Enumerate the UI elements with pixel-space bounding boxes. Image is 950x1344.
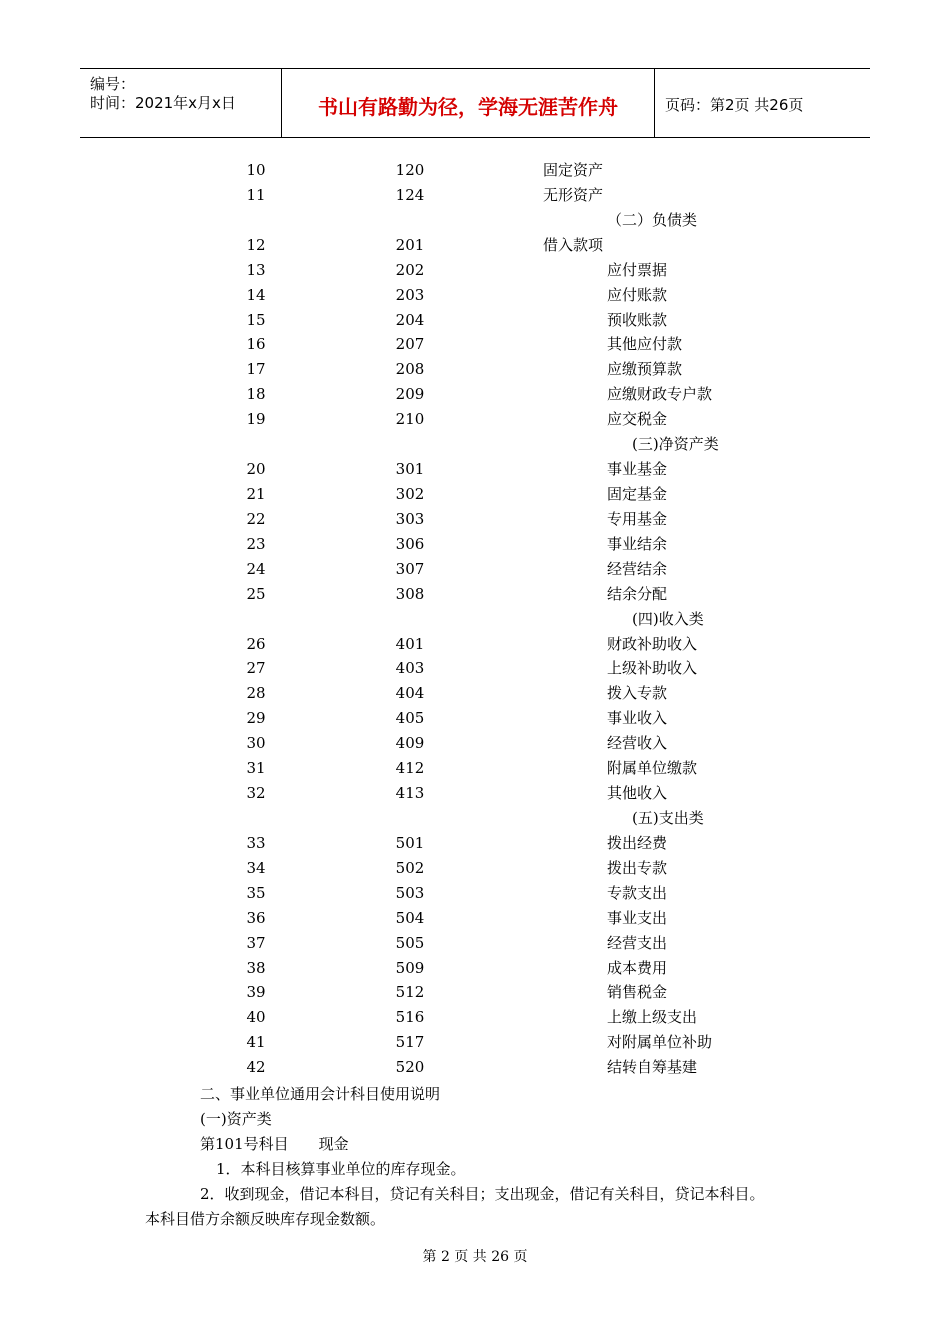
- row-account-name: 经营结余: [607, 559, 668, 578]
- section-title: 二、事业单位通用会计科目使用说明: [200, 1085, 441, 1103]
- table-row: [0, 980, 950, 1005]
- table-row: [0, 482, 950, 507]
- row-account-code: 520: [395, 1058, 425, 1077]
- table-row: [0, 806, 950, 831]
- paragraph-item-2-continued: 本科目借方余额反映库存现金数额。: [145, 1210, 386, 1228]
- row-account-code: 404: [395, 684, 425, 703]
- row-account-name: 拨出专款: [607, 858, 668, 877]
- row-account-code: 306: [395, 534, 425, 553]
- row-account-name: 应缴预算款: [607, 360, 683, 379]
- row-account-name: 事业支出: [607, 908, 668, 927]
- row-account-code: 302: [395, 484, 425, 503]
- row-account-name: 预收账款: [607, 310, 668, 329]
- document-date-label: 时间：2021年x月x日: [90, 94, 236, 112]
- row-sequence-number: 37: [246, 933, 266, 952]
- row-account-name: 事业基金: [607, 460, 668, 479]
- row-account-code: 505: [395, 933, 425, 952]
- table-row: [0, 283, 950, 308]
- row-account-code: 502: [395, 858, 425, 877]
- row-account-code: 202: [395, 260, 425, 279]
- row-account-name: 上级补助收入: [607, 659, 698, 678]
- table-row: [0, 681, 950, 706]
- row-account-name: 无形资产: [543, 185, 604, 204]
- row-account-code: 516: [395, 1008, 425, 1027]
- row-account-code: 120: [395, 161, 425, 179]
- table-row: [0, 856, 950, 881]
- table-row: [0, 233, 950, 258]
- table-row: [0, 258, 950, 283]
- row-sequence-number: 33: [246, 833, 266, 852]
- row-sequence-number: 32: [246, 784, 266, 803]
- table-row: [0, 781, 950, 806]
- category-heading: (五)支出类: [632, 808, 704, 827]
- row-account-code: 124: [395, 185, 425, 204]
- header-page-number: 页码：第2页 共26页: [665, 96, 804, 114]
- header-page-cell: [655, 69, 870, 137]
- row-sequence-number: 41: [246, 1033, 266, 1052]
- row-account-name: 应交税金: [607, 410, 668, 429]
- row-account-name: 经营收入: [607, 734, 668, 753]
- row-sequence-number: 29: [246, 709, 266, 728]
- table-row: [0, 906, 950, 931]
- page-footer: 第 2 页 共 26 页: [422, 1249, 528, 1265]
- row-sequence-number: 12: [246, 235, 266, 254]
- row-sequence-number: 38: [246, 958, 266, 977]
- row-account-name: 拨入专款: [607, 684, 668, 703]
- row-account-code: 412: [395, 759, 425, 778]
- row-account-name: 固定资产: [543, 161, 604, 179]
- category-heading: （二）负债类: [607, 210, 698, 229]
- table-row: [0, 607, 950, 632]
- table-row: [0, 1030, 950, 1055]
- subsection-title: (一)资产类: [200, 1110, 272, 1128]
- row-account-name: 上缴上级支出: [607, 1008, 698, 1027]
- table-row: [0, 183, 950, 208]
- row-sequence-number: 42: [246, 1058, 266, 1077]
- row-account-code: 504: [395, 908, 425, 927]
- table-row: [0, 208, 950, 233]
- row-sequence-number: 30: [246, 734, 266, 753]
- row-account-code: 207: [395, 335, 425, 354]
- row-sequence-number: 34: [246, 858, 266, 877]
- table-row: [0, 357, 950, 382]
- row-account-name: 其他收入: [607, 784, 668, 803]
- row-account-name: 拨出经费: [607, 833, 668, 852]
- page-header: [80, 68, 870, 138]
- row-account-code: 501: [395, 833, 425, 852]
- row-account-code: 401: [395, 634, 425, 653]
- row-sequence-number: 16: [246, 335, 266, 354]
- row-account-name: 专款支出: [607, 883, 668, 902]
- table-row: [0, 881, 950, 906]
- row-account-code: 201: [395, 235, 425, 254]
- row-sequence-number: 10: [246, 161, 266, 179]
- row-account-code: 512: [395, 983, 425, 1002]
- account-code-table: [0, 158, 950, 1080]
- row-sequence-number: 15: [246, 310, 266, 329]
- row-sequence-number: 36: [246, 908, 266, 927]
- row-account-name: 经营支出: [607, 933, 668, 952]
- row-sequence-number: 13: [246, 260, 266, 279]
- row-account-name: 财政补助收入: [607, 634, 698, 653]
- row-account-code: 405: [395, 709, 425, 728]
- row-account-name: 固定基金: [607, 484, 668, 503]
- row-sequence-number: 21: [246, 484, 266, 503]
- row-account-name: 其他应付款: [607, 335, 683, 354]
- row-sequence-number: 26: [246, 634, 266, 653]
- row-sequence-number: 22: [246, 509, 266, 528]
- row-account-name: 对附属单位补助: [607, 1033, 713, 1052]
- header-motto-cell: [282, 69, 655, 137]
- table-row: [0, 407, 950, 432]
- table-row: [0, 1055, 950, 1080]
- row-account-code: 409: [395, 734, 425, 753]
- row-account-name: 附属单位缴款: [607, 759, 698, 778]
- row-account-code: 308: [395, 584, 425, 603]
- row-account-name: 应付票据: [607, 260, 668, 279]
- table-row: [0, 432, 950, 457]
- table-row: [0, 1005, 950, 1030]
- row-sequence-number: 28: [246, 684, 266, 703]
- row-account-code: 209: [395, 385, 425, 404]
- category-heading: (三)净资产类: [632, 435, 719, 454]
- table-row: [0, 831, 950, 856]
- row-account-code: 210: [395, 410, 425, 429]
- header-motto: 书山有路勤为径，学海无涯苦作舟: [318, 95, 618, 119]
- row-sequence-number: 18: [246, 385, 266, 404]
- row-sequence-number: 14: [246, 285, 266, 304]
- row-account-name: 结余分配: [607, 584, 668, 603]
- row-account-name: 专用基金: [607, 509, 668, 528]
- row-account-code: 503: [395, 883, 425, 902]
- category-heading: (四)收入类: [632, 609, 704, 628]
- row-sequence-number: 20: [246, 460, 266, 479]
- document-number-label: 编号：: [90, 75, 136, 93]
- row-sequence-number: 39: [246, 983, 266, 1002]
- table-row: [0, 507, 950, 532]
- row-sequence-number: 23: [246, 534, 266, 553]
- row-account-code: 413: [395, 784, 425, 803]
- row-account-code: 203: [395, 285, 425, 304]
- row-account-name: 事业结余: [607, 534, 668, 553]
- row-sequence-number: 11: [246, 185, 266, 204]
- row-account-code: 204: [395, 310, 425, 329]
- row-account-code: 303: [395, 509, 425, 528]
- table-row: [0, 756, 950, 781]
- table-row: [0, 931, 950, 956]
- paragraph-item-1: 1．本科目核算事业单位的库存现金。: [216, 1160, 466, 1178]
- row-account-name: 应付账款: [607, 285, 668, 304]
- table-row: [0, 532, 950, 557]
- table-row: [0, 457, 950, 482]
- account-title: 第101号科目 现金: [200, 1135, 349, 1153]
- row-sequence-number: 25: [246, 584, 266, 603]
- row-account-name: 应缴财政专户款: [607, 385, 713, 404]
- table-row: [0, 308, 950, 333]
- row-account-name: 销售税金: [607, 983, 668, 1002]
- row-account-name: 借入款项: [543, 235, 604, 254]
- row-account-name: 成本费用: [607, 958, 668, 977]
- row-account-code: 208: [395, 360, 425, 379]
- table-row: [0, 706, 950, 731]
- table-row: [0, 158, 950, 183]
- table-row: [0, 656, 950, 681]
- row-sequence-number: 40: [246, 1008, 266, 1027]
- row-account-name: 事业收入: [607, 709, 668, 728]
- row-sequence-number: 19: [246, 410, 266, 429]
- table-row: [0, 956, 950, 981]
- row-account-code: 403: [395, 659, 425, 678]
- table-row: [0, 632, 950, 657]
- row-sequence-number: 17: [246, 360, 266, 379]
- table-row: [0, 557, 950, 582]
- row-sequence-number: 27: [246, 659, 266, 678]
- row-account-code: 301: [395, 460, 425, 479]
- row-sequence-number: 35: [246, 883, 266, 902]
- row-account-name: 结转自筹基建: [607, 1058, 698, 1077]
- table-row: [0, 731, 950, 756]
- row-sequence-number: 31: [246, 759, 266, 778]
- row-account-code: 509: [395, 958, 425, 977]
- row-account-code: 307: [395, 559, 425, 578]
- table-row: [0, 332, 950, 357]
- table-row: [0, 382, 950, 407]
- paragraph-item-2: 2．收到现金，借记本科目，贷记有关科目；支出现金，借记有关科目，贷记本科目。: [200, 1185, 765, 1203]
- row-sequence-number: 24: [246, 559, 266, 578]
- row-account-code: 517: [395, 1033, 425, 1052]
- header-meta-cell: [80, 69, 282, 137]
- table-row: [0, 582, 950, 607]
